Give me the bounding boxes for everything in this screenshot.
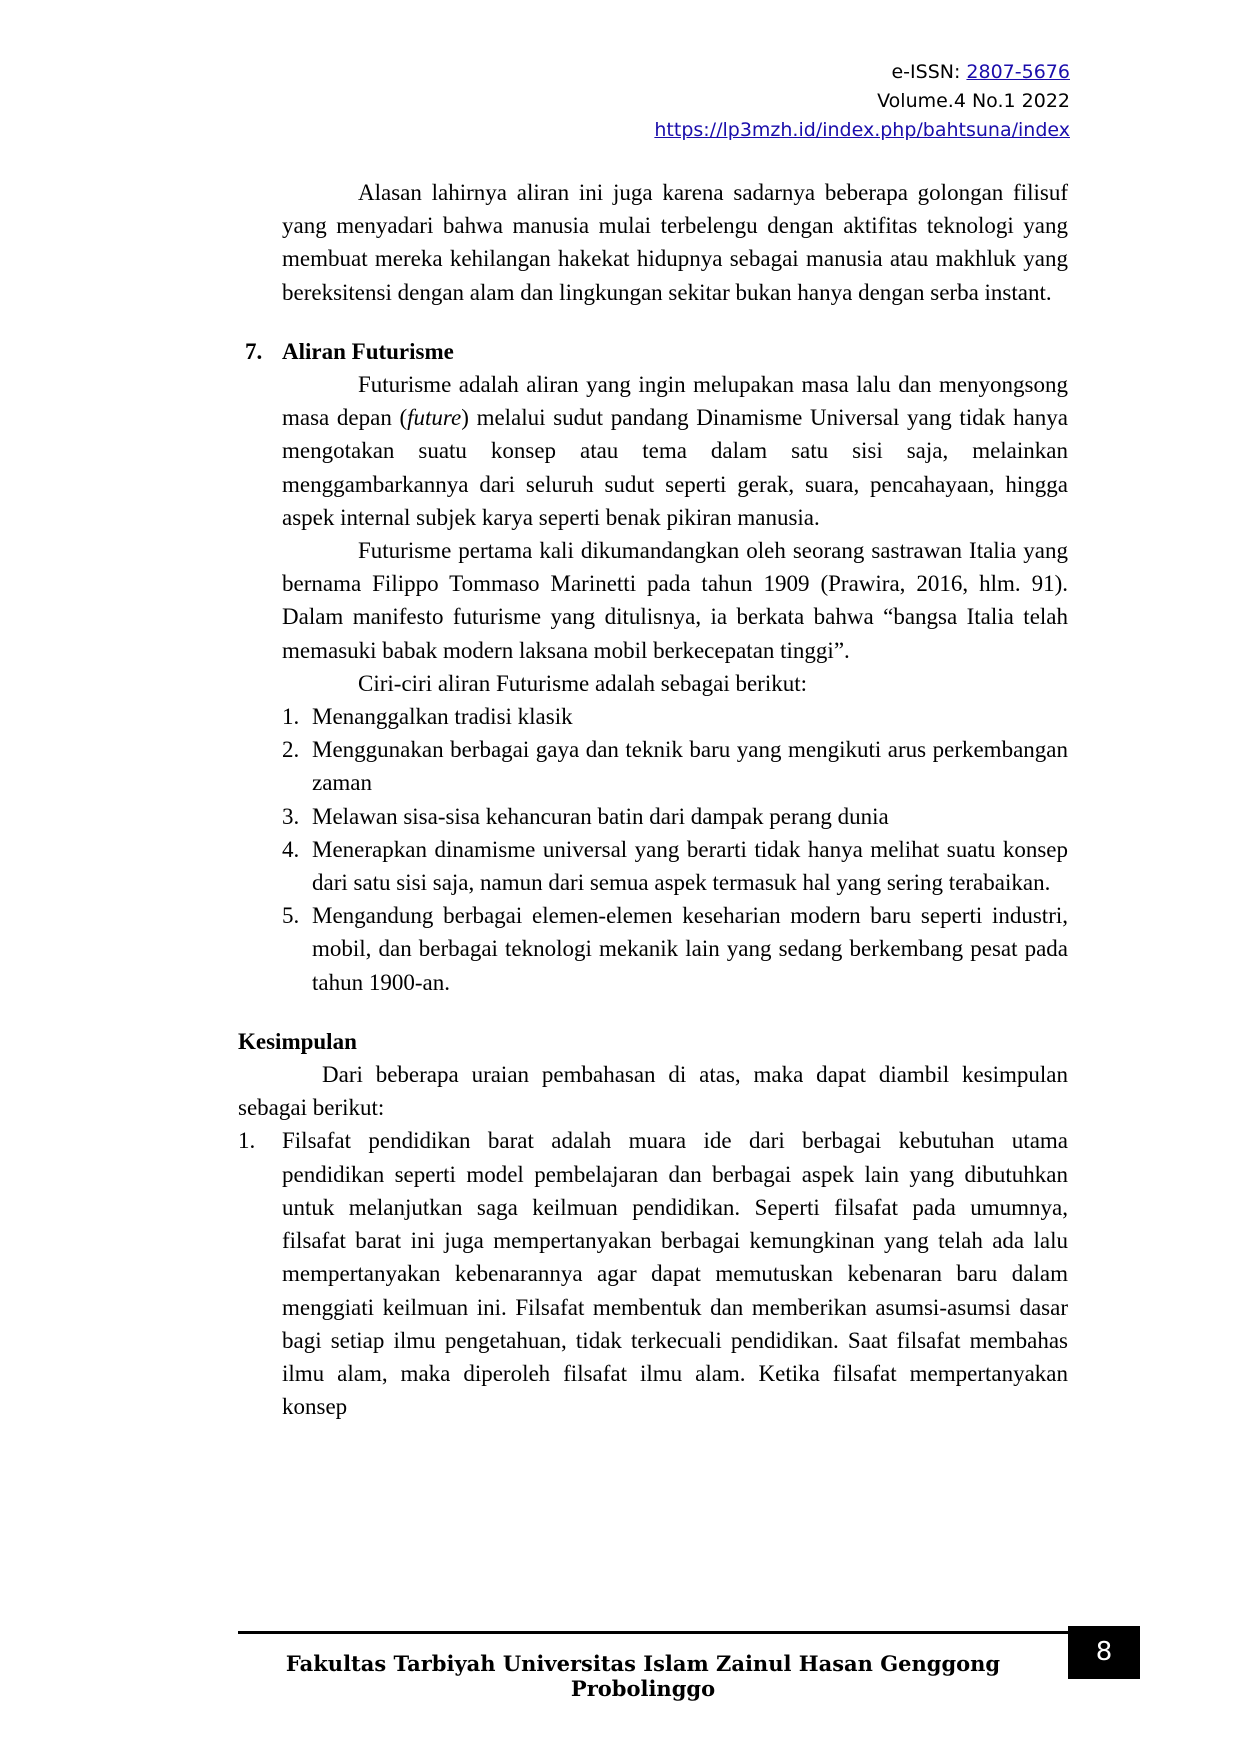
footer-divider	[238, 1631, 1068, 1634]
section-title: Aliran Futurisme	[282, 338, 454, 364]
list-item	[238, 1124, 1068, 1423]
page-number: 8	[1068, 1626, 1140, 1679]
conclusion-heading: Kesimpulan	[238, 1028, 357, 1054]
list-item-text: Melawan sisa-sisa kehancuran batin dari dampak perang dunia	[312, 803, 889, 829]
list-item-number: 1.	[282, 704, 300, 730]
characteristics-list	[238, 700, 1068, 999]
list-item-text: Menggunakan berbagai gaya dan teknik baru yang mengikuti arus perkembangan zaman	[312, 737, 1068, 796]
list-item-number: 3.	[282, 803, 300, 829]
conclusion-list	[238, 1124, 1068, 1423]
list-item-text: Mengandung berbagai elemen-elemen keseharian modern baru seperti industri, mobil, dan berbagai teknologi mekanik lain yang sedang berkembang pesat pada tahun 1900-an.	[312, 903, 1068, 995]
conclusion-intro: Dari beberapa uraian pembahasan di atas, maka dapat diambil kesimpulan sebagai berikut:	[238, 1062, 1068, 1121]
list-item-number: 4.	[282, 836, 300, 862]
issn-label: e-ISSN:	[891, 61, 967, 83]
list-item-text: Filsafat pendidikan barat adalah muara ide dari berbagai kebutuhan utama pendidikan seperti model pembelajaran dan berbagai aspek lain yang dibutuhkan untuk melanjutkan saga keilmuan pendidikan. Seperti filsafat pada umumnya, filsafat barat ini juga mempertanyakan berbagai kemungkinan yang telah ada lalu mempertanyakan kebenarannya agar dapat memutuskan kebenaran baru dalam menggiati keilmuan ini. Filsafat membentuk dan memberikan asumsi-asumsi dasar bagi setiap ilmu pengetahuan, tidak terkecuali pendidikan. Saat filsafat membahas ilmu alam, maka diperoleh filsafat ilmu alam. Ketika filsafat mempertanyakan konsep	[282, 1128, 1068, 1420]
list-item-text: Menanggalkan tradisi klasik	[312, 704, 573, 730]
volume-line: Volume.4 No.1 2022	[877, 90, 1070, 112]
list-item-number: 5.	[282, 903, 300, 929]
futurism-definition-paragraph	[238, 368, 1068, 534]
issn-link[interactable]: 2807-5676	[966, 61, 1070, 83]
list-item	[238, 899, 1068, 999]
list-item	[238, 733, 1068, 799]
futurism-history-paragraph: Futurisme pertama kali dikumandangkan oleh seorang sastrawan Italia yang bernama Filippo Tommaso Marinetti pada tahun 1909 (Prawira, 2016, hlm. 91). Dalam manifesto futurisme yang ditulisnya, ia berkata bahwa “bangsa Italia telah memasuki babak modern laksana mobil berkecepatan tinggi”.	[282, 538, 1068, 663]
para-text-end: ) melalui sudut pandang Dinamisme Universal yang tidak hanya mengotakan suatu konsep atau tema dalam satu sisi saja, melainkan menggambarkannya dari seluruh sudut seperti gerak, suara, pencahayaan, hingga aspek internal subjek karya seperti benak pikiran manusia.	[282, 405, 1068, 530]
issn-line	[654, 58, 1070, 87]
para-italic-term: future	[407, 405, 462, 431]
list-item	[238, 800, 1068, 833]
list-item	[238, 833, 1068, 899]
list-item-number: 2.	[282, 737, 300, 763]
para-text-start: Futurisme adalah aliran yang ingin melupakan masa lalu dan menyongsong masa depan (	[282, 372, 1068, 431]
section-heading	[238, 335, 1068, 368]
list-item	[238, 700, 1068, 733]
list-item-text: Menerapkan dinamisme universal yang berarti tidak hanya melihat suatu konsep dari satu sisi saja, namun dari semua aspek termasuk hal yang sering terabaikan.	[312, 836, 1068, 896]
page-header	[654, 58, 1070, 145]
characteristics-intro: Ciri-ciri aliran Futurisme adalah sebagai berikut:	[358, 670, 807, 696]
list-item-number: 1.	[238, 1128, 256, 1154]
journal-url-link[interactable]: https://lp3mzh.id/index.php/bahtsuna/index	[654, 119, 1070, 141]
intro-paragraph: Alasan lahirnya aliran ini juga karena sadarnya beberapa golongan filisuf yang menyadari bahwa manusia mulai terbelengu dengan aktifitas teknologi yang membuat mereka kehilangan hakekat hidupnya sebagai manusia atau makhluk yang bereksitensi dengan alam dan lingkungan sekitar bukan hanya dengan serba instant.	[282, 180, 1068, 305]
section-number: 7.	[245, 338, 263, 364]
footer-institution: Fakultas Tarbiyah Universitas Islam Zainul Hasan Genggong Probolinggo	[285, 1651, 1001, 1701]
page-content	[238, 176, 1068, 1423]
